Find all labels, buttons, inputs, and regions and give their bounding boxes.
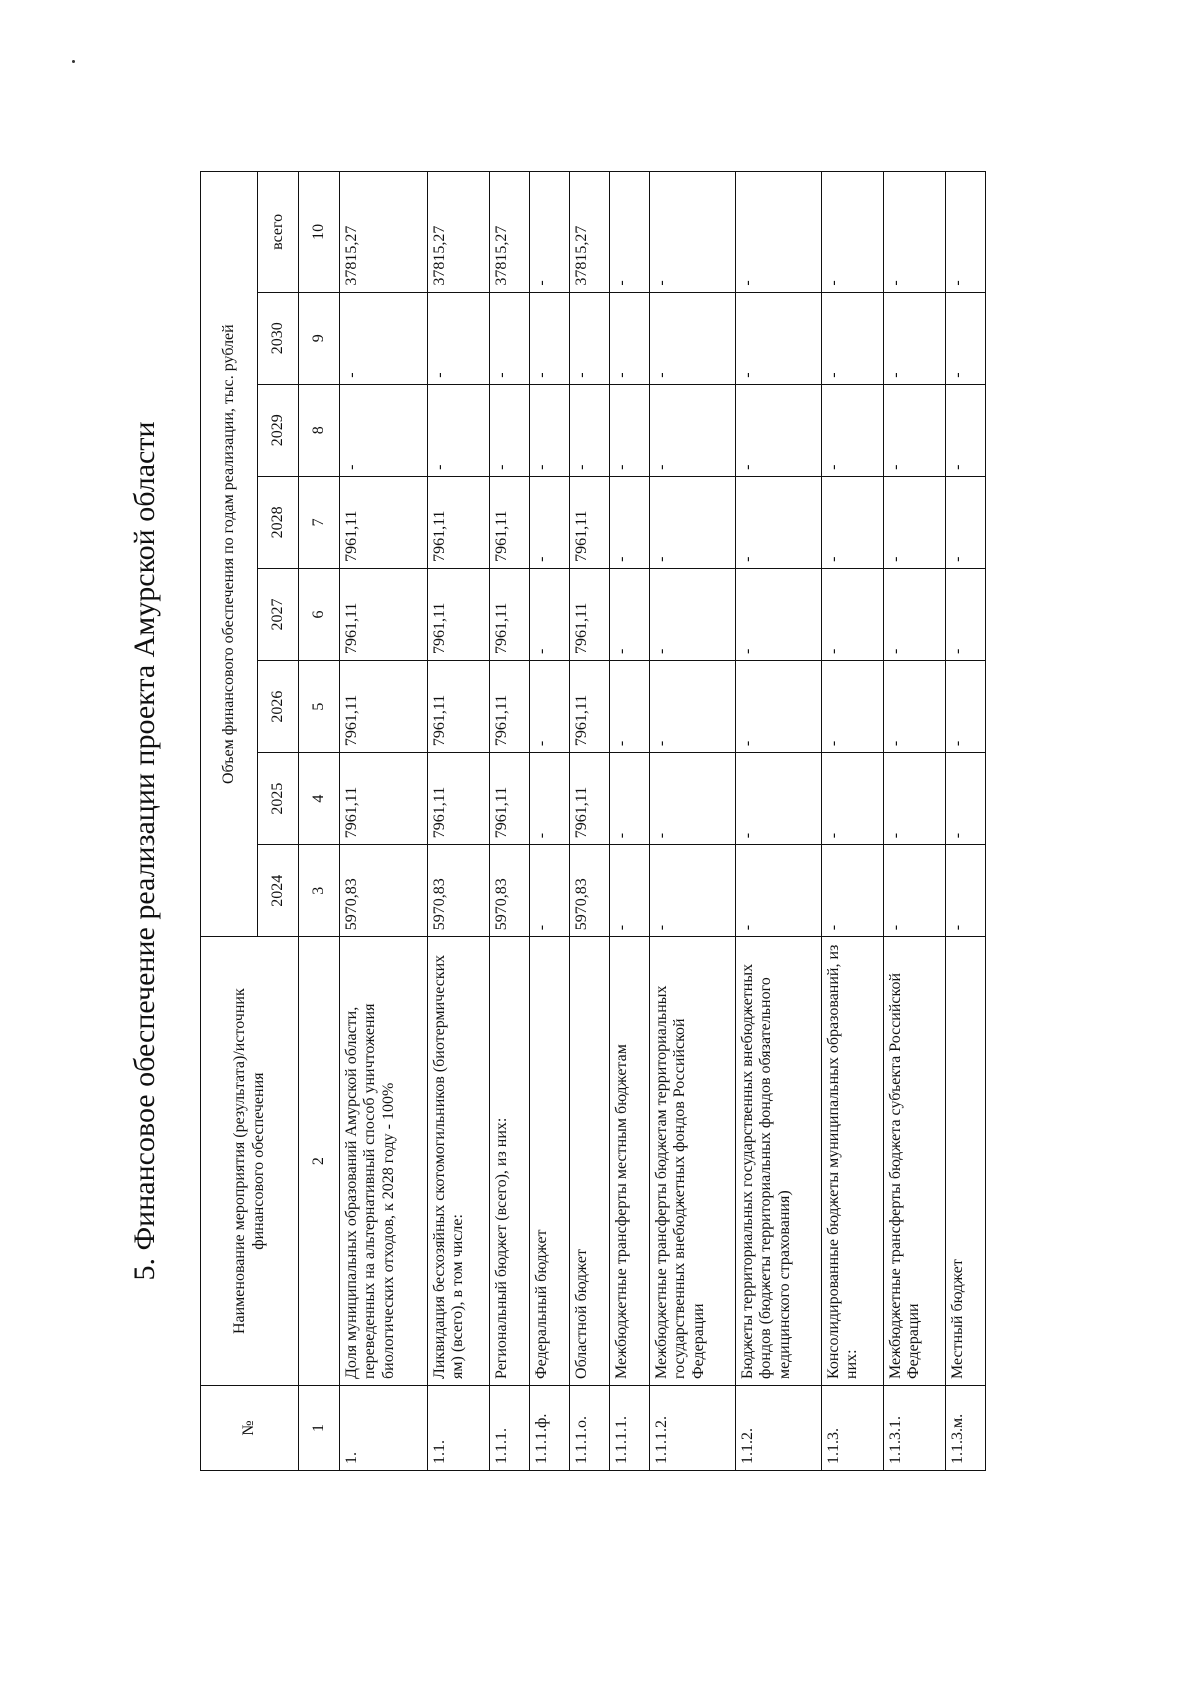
column-number: 4 [299,753,340,845]
row-year-value: - [610,753,650,845]
column-number: 10 [299,172,340,293]
header-row [201,172,258,1471]
row-number: 1.1.1.2. [650,1385,736,1470]
row-year-value: 7961,11 [570,568,610,660]
row-year-value: - [884,384,946,476]
row-total-value: - [946,172,986,293]
table-row [340,172,428,1471]
row-year-value: - [428,292,490,384]
row-year-value: - [736,845,822,937]
row-name: Ликвидация бесхозяйных скотомогильников (биотермических ям) (всего), в том числе: [428,937,490,1386]
row-name: Областной бюджет [570,937,610,1386]
row-total-value: - [610,172,650,293]
column-number: 1 [299,1385,340,1470]
table-row [736,172,822,1471]
table-row [490,172,530,1471]
table-row [428,172,490,1471]
row-year-value: - [946,384,986,476]
row-number: 1.1.3.1. [884,1385,946,1470]
row-year-value: - [822,661,884,753]
row-year-value: - [946,845,986,937]
row-total-value: - [884,172,946,293]
column-number: 8 [299,384,340,476]
header-year: 2027 [258,568,299,660]
row-year-value: - [570,292,610,384]
row-year-value: - [884,292,946,384]
row-year-value: - [530,845,570,937]
row-year-value: 7961,11 [490,568,530,660]
column-number: 3 [299,845,340,937]
row-year-value: - [490,384,530,476]
header-volume: Объем финансового обеспечения по годам реализации, тыс. рублей [201,172,258,937]
row-year-value: - [884,661,946,753]
row-year-value: - [530,753,570,845]
row-name: Местный бюджет [946,937,986,1386]
row-year-value: - [570,384,610,476]
row-name: Межбюджетные трансферты бюджета субъекта Российской Федерации [884,937,946,1386]
row-year-value: - [946,753,986,845]
column-number-row [299,172,340,1471]
table-row [530,172,570,1471]
financing-table [200,171,986,1471]
header-name: Наименование мероприятия (результата)/источник финансового обеспечения [201,937,299,1386]
header-year: 2030 [258,292,299,384]
row-year-value: - [946,568,986,660]
row-total-value: 37815,27 [570,172,610,293]
row-year-value: 7961,11 [490,753,530,845]
column-number: 5 [299,661,340,753]
table-row [610,172,650,1471]
row-year-value: - [946,476,986,568]
row-year-value: - [610,568,650,660]
row-year-value: - [610,476,650,568]
row-year-value: - [530,568,570,660]
row-year-value: - [530,292,570,384]
row-year-value: 7961,11 [340,753,428,845]
row-number: 1. [340,1385,428,1470]
row-year-value: - [884,476,946,568]
row-year-value: - [822,384,884,476]
row-year-value: - [650,568,736,660]
header-total: всего [258,172,299,293]
row-year-value: 7961,11 [570,476,610,568]
row-year-value: - [490,292,530,384]
header-year: 2026 [258,661,299,753]
row-year-value: - [736,476,822,568]
scan-dot-mark [72,60,75,63]
column-number: 9 [299,292,340,384]
column-number: 2 [299,937,340,1386]
row-total-value: 37815,27 [340,172,428,293]
row-year-value: - [428,384,490,476]
row-year-value: - [650,384,736,476]
row-year-value: - [650,661,736,753]
row-name: Консолидированные бюджеты муниципальных образований, из них: [822,937,884,1386]
table-row [946,172,986,1471]
document-title: 5. Финансовое обеспечение реализации проекта Амурской области [128,421,161,1281]
row-year-value: - [530,661,570,753]
row-year-value: 7961,11 [490,476,530,568]
row-name: Доля муниципальных образований Амурской области, переведенных на альтернативный способ уничтожения биологических отходов, к 2028 году - 100% [340,937,428,1386]
row-total-value: 37815,27 [490,172,530,293]
row-year-value: - [822,292,884,384]
row-year-value: - [822,476,884,568]
column-number: 6 [299,568,340,660]
row-year-value: 5970,83 [340,845,428,937]
row-total-value: - [650,172,736,293]
header-year: 2025 [258,753,299,845]
row-year-value: - [822,568,884,660]
row-year-value: 5970,83 [428,845,490,937]
row-year-value: 7961,11 [340,568,428,660]
row-number: 1.1. [428,1385,490,1470]
table-row [884,172,946,1471]
row-year-value: - [610,661,650,753]
header-year: 2029 [258,384,299,476]
row-year-value: 5970,83 [490,845,530,937]
row-year-value: 7961,11 [340,661,428,753]
header-year: 2028 [258,476,299,568]
row-year-value: - [884,568,946,660]
row-year-value: - [650,845,736,937]
row-number: 1.1.1.1. [610,1385,650,1470]
row-year-value: - [650,753,736,845]
row-year-value: - [822,845,884,937]
row-year-value: - [946,661,986,753]
table-body [299,172,986,1471]
table-row [650,172,736,1471]
row-year-value: 7961,11 [340,476,428,568]
row-year-value: - [340,292,428,384]
row-year-value: - [650,476,736,568]
row-total-value: - [530,172,570,293]
row-name: Межбюджетные трансферты местным бюджетам [610,937,650,1386]
row-number: 1.1.1. [490,1385,530,1470]
row-name: Межбюджетные трансферты бюджетам территориальных государственных внебюджетных фондов Российской Федерации [650,937,736,1386]
row-year-value: - [884,753,946,845]
row-number: 1.1.1.ф. [530,1385,570,1470]
row-year-value: - [340,384,428,476]
row-year-value: - [610,845,650,937]
row-year-value: - [736,568,822,660]
row-year-value: 7961,11 [428,661,490,753]
row-year-value: - [736,661,822,753]
header-year: 2024 [258,845,299,937]
row-total-value: - [736,172,822,293]
table-row [570,172,610,1471]
row-year-value: 7961,11 [428,476,490,568]
row-year-value: - [736,384,822,476]
row-number: 1.1.3.м. [946,1385,986,1470]
row-year-value: 7961,11 [490,661,530,753]
row-name: Федеральный бюджет [530,937,570,1386]
row-number: 1.1.1.о. [570,1385,610,1470]
row-total-value: 37815,27 [428,172,490,293]
row-year-value: - [530,476,570,568]
row-year-value: 7961,11 [570,753,610,845]
row-year-value: - [610,384,650,476]
row-year-value: - [884,845,946,937]
row-year-value: 7961,11 [428,568,490,660]
table-row [822,172,884,1471]
row-year-value: 7961,11 [428,753,490,845]
row-year-value: - [610,292,650,384]
column-number: 7 [299,476,340,568]
row-year-value: - [650,292,736,384]
row-number: 1.1.3. [822,1385,884,1470]
row-year-value: 5970,83 [570,845,610,937]
row-year-value: 7961,11 [570,661,610,753]
row-year-value: - [530,384,570,476]
row-total-value: - [822,172,884,293]
row-number: 1.1.2. [736,1385,822,1470]
row-year-value: - [736,292,822,384]
row-year-value: - [736,753,822,845]
header-number: № [201,1385,299,1470]
row-year-value: - [946,292,986,384]
row-name: Бюджеты территориальных государственных внебюджетных фондов (бюджеты территориальных фондов обязательного медицинского страхования) [736,937,822,1386]
row-name: Региональный бюджет (всего), из них: [490,937,530,1386]
row-year-value: - [822,753,884,845]
